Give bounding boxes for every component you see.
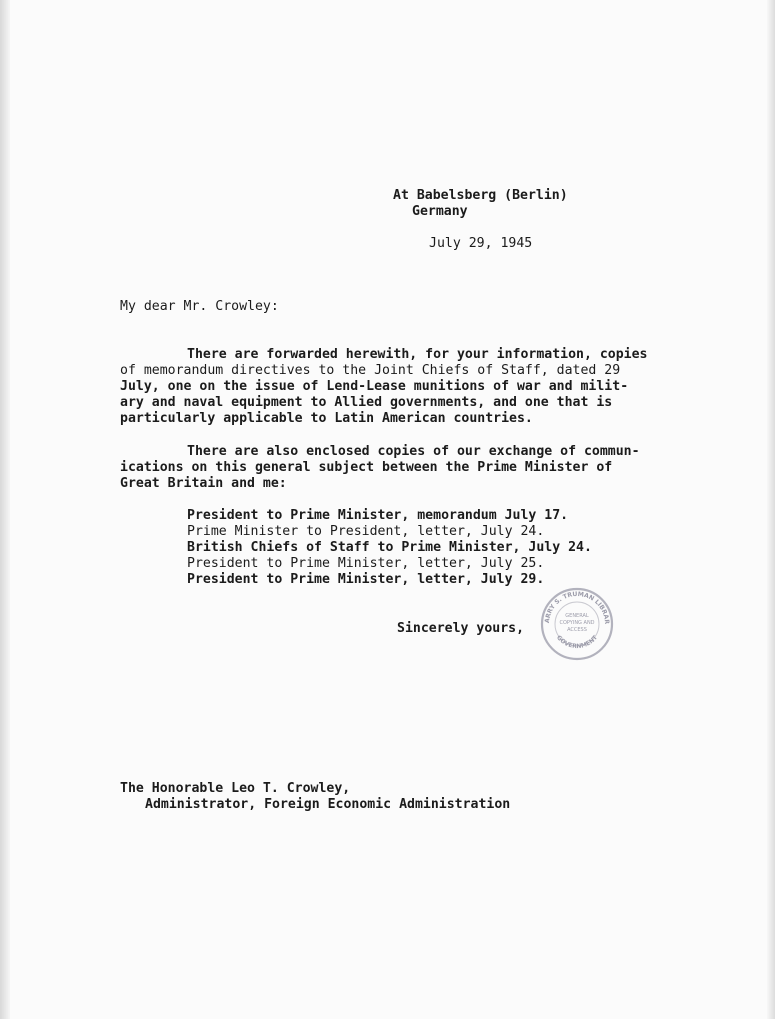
paragraph-1-line: There are forwarded herewith, for your information, copies [187, 347, 648, 362]
paragraph-2-line: Great Britain and me: [120, 476, 287, 491]
place-line-1: At Babelsberg (Berlin) [393, 188, 568, 203]
svg-text:HARRY S. TRUMAN LIBRARY: ARRY S. TRUMAN LIBRAR [543, 590, 611, 625]
library-stamp-seal [539, 586, 615, 662]
paragraph-1-line: of memorandum directives to the Joint Chiefs of Staff, dated 29 [120, 363, 621, 378]
enclosure-item: President to Prime Minister, letter, July 29. [187, 572, 545, 587]
enclosure-item: President to Prime Minister, letter, July 25. [187, 556, 545, 571]
enclosure-item: President to Prime Minister, memorandum July 17. [187, 508, 569, 523]
svg-text:GOVERNMENT: GOVERNMENT [554, 634, 600, 651]
paragraph-1-line: July, one on the issue of Lend-Lease munitions of war and milit- [120, 379, 629, 394]
enclosure-item: Prime Minister to President, letter, July 24. [187, 524, 545, 539]
paper-edge-left [0, 0, 10, 1019]
salutation: My dear Mr. Crowley: [120, 299, 279, 314]
library-stamp [539, 586, 615, 662]
recipient-name: The Honorable Leo T. Crowley, [120, 781, 351, 796]
recipient-title: Administrator, Foreign Economic Administration [145, 797, 511, 812]
paragraph-2-line: ications on this general subject between the Prime Minister of [120, 460, 613, 475]
enclosure-item: British Chiefs of Staff to Prime Minister, July 24. [187, 540, 592, 555]
svg-text:COPYING AND: COPYING AND [559, 620, 595, 626]
paragraph-1-line: ary and naval equipment to Allied governments, and one that is [120, 395, 613, 410]
paragraph-2-line: There are also enclosed copies of our exchange of commun- [187, 444, 640, 459]
closing: Sincerely yours, [397, 621, 525, 636]
paper-edge-right [767, 0, 775, 1019]
svg-text:ACCESS: ACCESS [567, 627, 587, 633]
letter-date: July 29, 1945 [429, 236, 533, 251]
svg-text:GENERAL: GENERAL [565, 613, 589, 619]
paragraph-1-line: particularly applicable to Latin American countries. [120, 411, 533, 426]
place-line-2: Germany [412, 204, 468, 219]
